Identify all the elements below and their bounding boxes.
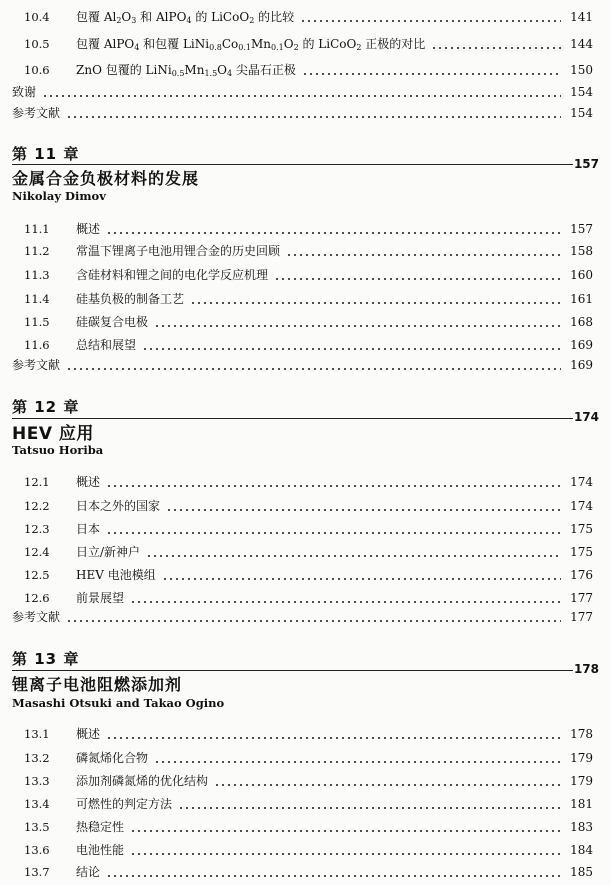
entry-number: 11.4 [24,292,50,306]
toc-entry[interactable] [24,263,593,283]
entry-page: 177 [570,610,593,624]
entry-title: 硅碳复合电极 [76,315,149,329]
entry-number: 13.2 [24,751,50,765]
entry-page: 144 [570,37,593,51]
toc-entry[interactable] [24,217,593,237]
toc-entry-acknowledgement[interactable] [12,80,593,100]
entry-number: 10.5 [24,37,50,51]
toc-entry[interactable] [24,239,593,259]
dot-leader [66,355,561,371]
entry-page: 157 [570,222,593,236]
entry-number: 13.3 [24,774,50,788]
entry-title: 日本之外的国家 [76,499,161,513]
entry-page: 179 [570,751,593,765]
chapter-page: 178 [573,662,599,676]
toc-entry-references[interactable] [12,101,593,121]
entry-title: 总结和展望 [76,338,137,352]
chapter-rule [12,164,573,165]
entry-title: 参考文献 [12,106,61,120]
entry-page: 150 [570,63,593,77]
entry-title: 硅基负极的制备工艺 [76,292,185,306]
entry-page: 174 [570,475,593,489]
entry-page: 177 [570,591,593,605]
entry-page: 181 [570,797,593,811]
dot-leader [146,542,561,558]
entry-number: 11.5 [24,315,50,329]
chapter-page: 174 [573,410,599,424]
entry-number: 12.1 [24,475,50,489]
dot-leader [106,219,561,235]
entry-page: 183 [570,820,593,834]
toc-entry[interactable] [24,769,593,789]
entry-page: 178 [570,727,593,741]
entry-title: 前景展望 [76,591,125,605]
dot-leader [154,312,561,328]
entry-page: 185 [570,865,593,879]
entry-number: 11.3 [24,268,50,282]
dot-leader [42,82,561,98]
dot-leader [142,335,561,351]
entry-number: 13.5 [24,820,50,834]
entry-number: 13.7 [24,865,50,879]
entry-title: 电池性能 [76,843,125,857]
entry-number: 11.2 [24,244,50,258]
entry-title: 概述 [76,222,101,236]
dot-leader [106,862,561,878]
entry-title: HEV 电池模组 [76,568,156,582]
entry-page: 160 [570,268,593,282]
chapter-label: 第 13 章 [12,650,80,668]
entry-title: 概述 [76,475,101,489]
entry-title: 磷氮烯化合物 [76,751,149,765]
toc-entry[interactable] [24,5,593,25]
toc-entry[interactable] [24,586,593,606]
entry-number: 12.2 [24,499,50,513]
entry-title: 添加剂磷氮烯的优化结构 [76,774,209,788]
entry-number: 10.6 [24,63,50,77]
dot-leader [274,265,561,281]
toc-entry-references[interactable] [12,353,593,373]
toc-entry-references[interactable] [12,605,593,625]
toc-entry[interactable] [24,722,593,742]
entry-page: 175 [570,545,593,559]
chapter-title[interactable]: HEV 应用 [12,424,94,444]
entry-page: 154 [570,85,593,99]
toc-entry[interactable] [24,470,593,490]
dot-leader [106,724,561,740]
dot-leader [130,588,561,604]
dot-leader [66,607,561,623]
entry-page: 169 [570,338,593,352]
dot-leader [190,289,561,305]
entry-number: 12.4 [24,545,50,559]
entry-page: 158 [570,244,593,258]
chapter-title[interactable]: 金属合金负极材料的发展 [12,169,200,188]
entry-title: 含硅材料和锂之间的电化学反应机理 [76,268,269,282]
entry-title: 热稳定性 [76,820,125,834]
entry-title: 可燃性的判定方法 [76,797,173,811]
entry-title: 包覆 $Al_2O_3$ 和 AlPO$_4$ 的 LiCoO$_2$ 的比较 [76,10,295,25]
chapter-label: 第 12 章 [12,398,80,416]
entry-title: 日本 [76,522,101,536]
entry-number: 12.6 [24,591,50,605]
entry-page: 168 [570,315,593,329]
dot-leader [166,496,561,512]
toc-entry[interactable] [24,494,593,514]
toc-entry[interactable] [24,540,593,560]
toc-entry[interactable] [24,32,593,52]
entry-title: 致谢 [12,85,37,99]
entry-number: 11.6 [24,338,50,352]
dot-leader [286,241,561,257]
toc-entry[interactable] [24,58,593,78]
chapter-rule [12,418,573,419]
toc-entry[interactable] [24,517,593,537]
entry-page: 174 [570,499,593,513]
dot-leader [300,7,561,23]
entry-number: 10.4 [24,10,50,24]
toc-entry[interactable] [24,333,593,353]
entry-page: 175 [570,522,593,536]
dot-leader [130,817,561,833]
dot-leader [214,771,561,787]
dot-leader [178,794,561,810]
entry-number: 13.1 [24,727,50,741]
entry-title: 常温下锂离子电池用锂合金的历史回顾 [76,244,281,258]
chapter-page: 157 [573,157,599,171]
entry-number: 11.1 [24,222,50,236]
entry-title: 日立/新神户 [76,545,141,559]
entry-title: ZnO 包覆的 $LiNi_{0.5}Mn_{1.5}O_4$ 尖晶石正极 [76,63,296,78]
chapter-title[interactable]: 锂离子电池阻燃添加剂 [12,675,183,694]
chapter-author: Nikolay Dimov [12,189,106,203]
entry-title: 参考文献 [12,610,61,624]
entry-page: 141 [570,10,593,24]
entry-page: 154 [570,106,593,120]
entry-page: 176 [570,568,593,582]
entry-page: 169 [570,358,593,372]
chapter-author: Masashi Otsuki and Takao Ogino [12,696,225,710]
entry-number: 13.6 [24,843,50,857]
toc-entry[interactable] [24,310,593,330]
chapter-author: Tatsuo Horiba [12,443,104,457]
toc-entry[interactable] [24,563,593,583]
entry-title: 结论 [76,865,101,879]
entry-number: 12.5 [24,568,50,582]
entry-number: 12.3 [24,522,50,536]
entry-number: 13.4 [24,797,50,811]
toc-entry[interactable] [24,860,593,880]
entry-page: 184 [570,843,593,857]
toc-entry[interactable] [24,838,593,858]
chapter-rule [12,670,573,671]
entry-page: 161 [570,292,593,306]
dot-leader [154,748,561,764]
dot-leader [431,34,561,50]
toc-entry[interactable] [24,287,593,307]
dot-leader [106,472,561,488]
entry-page: 179 [570,774,593,788]
entry-title: 参考文献 [12,358,61,372]
toc-entry[interactable] [24,815,593,835]
toc-entry[interactable] [24,792,593,812]
dot-leader [302,60,561,76]
dot-leader [130,840,561,856]
dot-leader [106,519,561,535]
dot-leader [162,565,561,581]
entry-title: 概述 [76,727,101,741]
dot-leader [66,103,561,119]
entry-title: 包覆 AlPO$_4$ 和包覆 $LiNi_{0.8}Co_{0.1}Mn_{0.1}O_2$ 的 LiCoO$_2$ 正极的对比 [76,37,426,52]
toc-entry[interactable] [24,746,593,766]
chapter-label: 第 11 章 [12,145,80,163]
